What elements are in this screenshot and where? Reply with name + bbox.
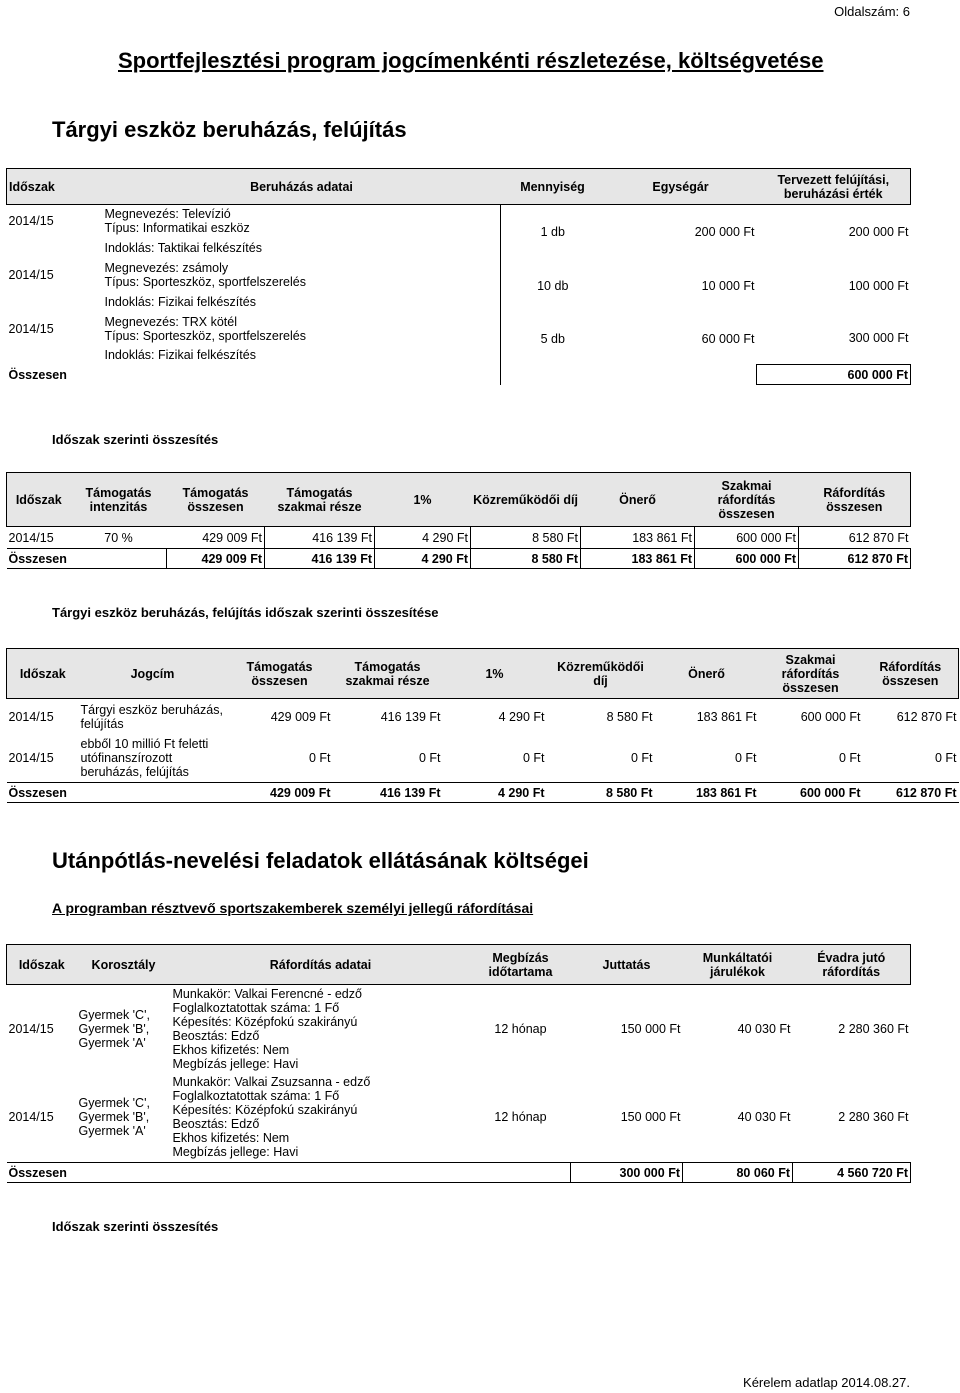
asset-name <box>103 259 501 291</box>
col-own-contribution: Önerő <box>655 649 759 699</box>
detail-line: Munkakör: Valkai Ferencné - edző <box>172 986 362 1001</box>
total-label: Összesen <box>7 783 79 803</box>
table-row <box>7 985 911 1073</box>
asset-name <box>103 313 501 345</box>
value: 300 000 Ft <box>848 331 909 346</box>
asset-type-text: Típus: Sporteszköz, sportfelszerelés <box>104 274 306 289</box>
cell: 612 870 Ft <box>848 530 909 545</box>
cell: 183 861 Ft <box>581 527 695 549</box>
cell: 429 009 Ft <box>167 549 265 569</box>
detail-line: Ekhos kifizetés: Nem <box>172 1131 290 1146</box>
cell: 2014/15 <box>8 1021 54 1036</box>
page-number: Oldalszám: 6 <box>834 4 910 19</box>
cell: 0 Ft <box>630 751 653 766</box>
cell: Gyermek 'C', Gyermek 'B', Gyermek 'A' <box>78 1007 150 1050</box>
col-intermediary-fee: Közreműködői díj <box>547 649 655 699</box>
detail-line: Képesítés: Középfokú szakirányú <box>172 1103 358 1118</box>
cell: 2014/15 <box>8 1110 54 1125</box>
table-row <box>7 527 911 549</box>
cell: 150 000 Ft <box>620 1110 681 1125</box>
asset-table <box>6 168 911 385</box>
detail-line: Foglalkoztatottak száma: 1 Fő <box>172 1089 340 1104</box>
total-season: 4 560 720 Ft <box>793 1163 911 1183</box>
cell: 600 000 Ft <box>759 783 863 803</box>
cell: 2014/15 <box>8 751 54 766</box>
col-allowance: Juttatás <box>571 945 683 985</box>
table-row <box>7 205 911 237</box>
cell: Tárgyi eszköz beruházás, felújítás <box>80 702 223 731</box>
cell: 0 Ft <box>418 751 441 766</box>
col-one-percent: 1% <box>443 649 547 699</box>
cell: 0 Ft <box>522 751 545 766</box>
cell: 0 Ft <box>308 751 331 766</box>
cell: 416 139 Ft <box>265 527 375 549</box>
cell: 4 290 Ft <box>443 783 547 803</box>
col-support-professional: Támogatás szakmai része <box>265 473 375 527</box>
cell: 2014/15 <box>8 709 54 724</box>
detail-line: Megbízás jellege: Havi <box>172 1056 299 1071</box>
col-unit-price: Egységár <box>605 169 757 205</box>
cell: 600 000 Ft <box>695 527 799 549</box>
asset-name-text: Megnevezés: Televízió <box>104 206 231 221</box>
period: 2014/15 <box>8 213 54 228</box>
period-summary-table <box>6 472 911 569</box>
col-planned-value: Tervezett felújítási, beruházási érték <box>757 169 911 205</box>
col-contract-duration: Megbízás időtartama <box>471 945 571 985</box>
cell: 0 Ft <box>934 751 957 766</box>
col-period: Időszak <box>7 473 71 527</box>
detail-line: Ekhos kifizetés: Nem <box>172 1042 290 1057</box>
asset-name <box>103 205 501 237</box>
total-value: 600 000 Ft <box>757 365 911 385</box>
quantity: 10 db <box>537 278 569 293</box>
asset-type-text: Típus: Sporteszköz, sportfelszerelés <box>104 328 306 343</box>
detail-line: Képesítés: Középfokú szakirányú <box>172 1014 358 1029</box>
cell: 600 000 Ft <box>800 709 861 724</box>
asset-reason: Indoklás: Taktikai felkészítés <box>103 237 501 259</box>
period: 2014/15 <box>8 267 54 282</box>
cell: 2 280 360 Ft <box>838 1110 909 1125</box>
col-expense-data: Ráfordítás adatai <box>171 945 471 985</box>
section-title-asset-period: Tárgyi eszköz beruházás, felújítás időszak szerinti összesítése <box>52 605 439 620</box>
cell: 2014/15 <box>8 530 54 545</box>
unit-price: 10 000 Ft <box>701 278 755 293</box>
cell <box>71 549 167 569</box>
quantity: 5 db <box>540 331 565 346</box>
asset-type-text: Típus: Informatikai eszköz <box>104 220 250 235</box>
cell: 4 290 Ft <box>375 527 471 549</box>
total-contrib: 80 060 Ft <box>683 1163 793 1183</box>
cell: 12 hónap <box>494 1021 547 1036</box>
cell: 4 290 Ft <box>375 549 471 569</box>
cell: 600 000 Ft <box>695 549 799 569</box>
cell: 183 861 Ft <box>581 549 695 569</box>
col-intermediary-fee: Közreműködői díj <box>471 473 581 527</box>
detail-line: Munkakör: Valkai Zsuzsanna - edző <box>172 1075 371 1090</box>
col-support-professional: Támogatás szakmai része <box>333 649 443 699</box>
col-support-total: Támogatás összesen <box>227 649 333 699</box>
cell: 612 870 Ft <box>799 549 911 569</box>
cell: 70 % <box>104 530 133 545</box>
cell: 429 009 Ft <box>227 783 333 803</box>
total-allowance: 300 000 Ft <box>571 1163 683 1183</box>
col-age-group: Korosztály <box>77 945 171 985</box>
cell: 2 280 360 Ft <box>838 1021 909 1036</box>
cell: 0 Ft <box>838 751 861 766</box>
col-professional-expense: Szakmai ráfordítás összesen <box>759 649 863 699</box>
quantity: 1 db <box>540 224 565 239</box>
staff-table <box>6 944 911 1183</box>
cell: 0 Ft <box>734 751 757 766</box>
cell: 150 000 Ft <box>620 1021 681 1036</box>
staff-details <box>171 1073 471 1163</box>
total-label: Összesen <box>7 549 71 569</box>
col-own-contribution: Önerő <box>581 473 695 527</box>
col-expense-total: Ráfordítás összesen <box>863 649 959 699</box>
staff-details <box>171 985 471 1073</box>
cell: 612 870 Ft <box>896 709 957 724</box>
asset-name-text: Megnevezés: zsámoly <box>104 260 229 275</box>
value: 100 000 Ft <box>848 278 909 293</box>
col-one-percent: 1% <box>375 473 471 527</box>
col-quantity: Mennyiség <box>501 169 605 205</box>
cell: 8 580 Ft <box>547 783 655 803</box>
value: 200 000 Ft <box>848 224 909 239</box>
table-row <box>7 1073 911 1163</box>
cell: 12 hónap <box>494 1110 547 1125</box>
detail-line: Beosztás: Edző <box>172 1028 260 1043</box>
asset-name-text: Megnevezés: TRX kötél <box>104 314 237 329</box>
detail-line: Foglalkoztatottak száma: 1 Fő <box>172 1000 340 1015</box>
detail-line: Beosztás: Edző <box>172 1117 260 1132</box>
detail-line: Megbízás jellege: Havi <box>172 1145 299 1160</box>
total-label: Összesen <box>8 367 67 382</box>
col-support-total: Támogatás összesen <box>167 473 265 527</box>
cell: 8 580 Ft <box>471 549 581 569</box>
col-season-expense: Évadra jutó ráfordítás <box>793 945 911 985</box>
col-period: Időszak <box>7 169 103 205</box>
cell: 183 861 Ft <box>696 709 757 724</box>
col-employer-contrib: Munkáltatói járulékok <box>683 945 793 985</box>
asset-reason: Indoklás: Fizikai felkészítés <box>103 345 501 365</box>
cell: 612 870 Ft <box>863 783 959 803</box>
cell: 40 030 Ft <box>737 1110 791 1125</box>
col-period: Időszak <box>7 945 77 985</box>
cell <box>79 783 227 803</box>
col-title: Jogcím <box>79 649 227 699</box>
section-title-youth: Utánpótlás-nevelési feladatok ellátásának költségei <box>52 848 589 873</box>
total-label: Összesen <box>7 1163 77 1183</box>
table-row <box>7 313 911 345</box>
cell: 8 580 Ft <box>606 709 653 724</box>
col-period: Időszak <box>7 649 79 699</box>
cell: 4 290 Ft <box>498 709 545 724</box>
cell: ebből 10 millió Ft feletti utófinanszírozott beruházás, felújítás <box>80 737 209 780</box>
cell: 8 580 Ft <box>471 527 581 549</box>
table-row <box>7 735 959 783</box>
footer: Kérelem adatlap 2014.08.27. <box>743 1375 910 1390</box>
table-row <box>7 699 959 735</box>
page-title: Sportfejlesztési program jogcímenkénti részletezése, költségvetése <box>118 48 824 73</box>
asset-reason: Indoklás: Fizikai felkészítés <box>103 291 501 313</box>
unit-price: 200 000 Ft <box>694 224 755 239</box>
cell: 183 861 Ft <box>655 783 759 803</box>
table-row <box>7 259 911 291</box>
cell: Gyermek 'C', Gyermek 'B', Gyermek 'A' <box>78 1096 150 1139</box>
col-intensity: Támogatás intenzitás <box>71 473 167 527</box>
section-title-asset: Tárgyi eszköz beruházás, felújítás <box>52 117 407 142</box>
unit-price: 60 000 Ft <box>701 331 755 346</box>
cell: 416 139 Ft <box>265 549 375 569</box>
cell: 40 030 Ft <box>737 1021 791 1036</box>
col-investment-data: Beruházás adatai <box>103 169 501 205</box>
asset-period-table <box>6 648 959 803</box>
col-expense-total: Ráfordítás összesen <box>799 473 911 527</box>
cell: 429 009 Ft <box>167 527 265 549</box>
cell: 416 139 Ft <box>380 709 441 724</box>
cell: 416 139 Ft <box>333 783 443 803</box>
col-professional-expense: Szakmai ráfordítás összesen <box>695 473 799 527</box>
period: 2014/15 <box>8 321 54 336</box>
section-title-period-summary-2: Időszak szerinti összesítés <box>52 1219 219 1234</box>
section-subtitle-staff: A programban résztvevő sportszakemberek személyi jellegű ráfordításai <box>52 900 534 916</box>
cell: 429 009 Ft <box>270 709 331 724</box>
section-title-period-summary: Időszak szerinti összesítés <box>52 432 219 447</box>
